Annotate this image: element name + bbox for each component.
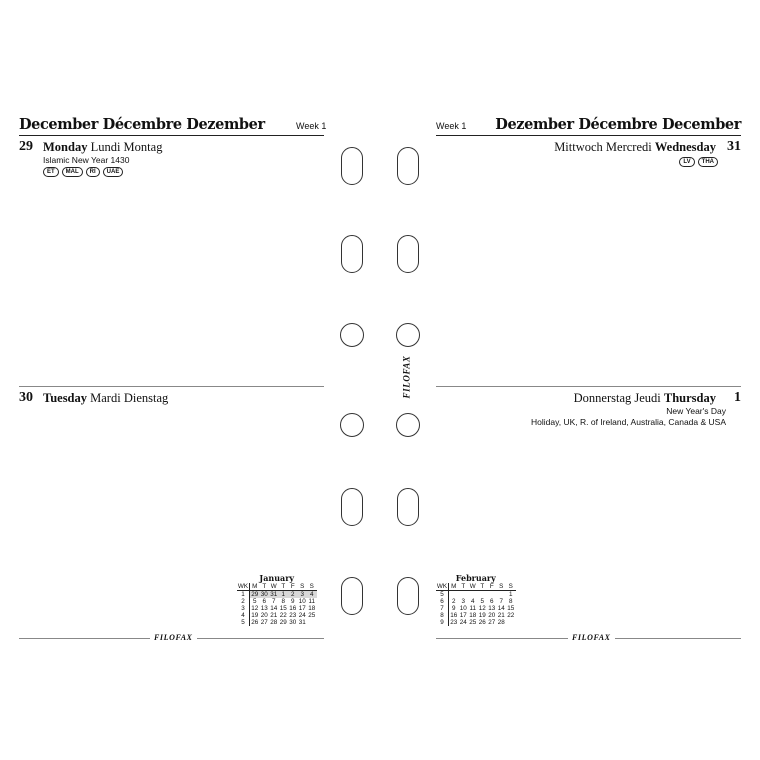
january-mini-calendar (237, 573, 317, 626)
mini-calendar-header-row (436, 583, 516, 591)
right-day2-names (574, 391, 716, 406)
country-badge: ET (43, 167, 59, 177)
right-day2-number: 1 (734, 390, 741, 405)
february-mini-calendar (436, 573, 516, 626)
weekday-header: T (260, 583, 270, 591)
right-day2-other-names: Donnerstag Jeudi (573, 391, 661, 405)
right-month-title: Dezember Décembre December (495, 116, 741, 133)
week-column-header: WK (237, 583, 249, 590)
calendar-day: 29 (251, 591, 259, 598)
week-number: 6 (436, 598, 449, 605)
right-day1-other-names: Mittwoch Mercredi (554, 140, 652, 154)
calendar-day: 14 (497, 605, 505, 612)
right-day-divider (436, 386, 741, 387)
mini-calendar-week-row (436, 612, 516, 619)
mini-calendar-grid (237, 583, 317, 626)
filofax-logo: FILOFAX (150, 633, 197, 642)
calendar-day: 16 (289, 605, 297, 612)
weekday-header: S (497, 583, 507, 591)
calendar-day: 6 (489, 598, 494, 605)
calendar-day: 5 (252, 598, 257, 605)
week-number: 7 (436, 605, 449, 612)
left-day2-bold-name: Tuesday (43, 391, 88, 405)
mini-calendar-week-row (237, 619, 317, 626)
mini-calendar-title: February (455, 573, 496, 583)
binder-hole (341, 577, 363, 615)
binder-hole (341, 488, 363, 526)
calendar-day: 30 (289, 619, 297, 626)
calendar-day: 19 (251, 612, 259, 619)
right-day1-names (554, 140, 716, 155)
calendar-day: 16 (450, 612, 458, 619)
calendar-day: 23 (450, 619, 458, 626)
mini-calendar-header-row (237, 583, 317, 591)
weekday-header: W (270, 583, 277, 590)
calendar-day: 13 (488, 605, 496, 612)
week-number: 5 (436, 591, 449, 599)
right-day1-bold-name: Wednesday (654, 140, 716, 154)
calendar-day: 14 (270, 605, 278, 612)
calendar-day: 28 (270, 619, 278, 626)
binder-hole (397, 235, 419, 273)
weekday-header: T (459, 583, 469, 591)
left-day1-other-names: Lundi Montag (90, 140, 163, 154)
calendar-day: 29 (279, 619, 287, 626)
calendar-day: 13 (260, 605, 268, 612)
calendar-day: 17 (459, 612, 467, 619)
binder-hole (340, 413, 364, 437)
right-day1-number: 31 (727, 139, 741, 154)
weekday-header: S (298, 583, 308, 591)
calendar-day (506, 619, 516, 626)
weekday-header: S (506, 583, 516, 591)
calendar-day: 6 (262, 598, 266, 605)
calendar-day: 12 (478, 605, 486, 612)
calendar-day: 25 (469, 619, 477, 626)
calendar-day: 1 (508, 591, 513, 598)
calendar-day: 26 (251, 619, 259, 626)
left-day1-bold-name: Monday (43, 140, 88, 154)
left-header-rule (19, 135, 324, 136)
calendar-day: 19 (478, 612, 486, 619)
week-number: 9 (436, 619, 449, 626)
calendar-day: 5 (480, 598, 484, 605)
calendar-day: 27 (488, 619, 496, 626)
mini-calendar-grid (436, 583, 516, 626)
left-page (0, 0, 330, 760)
binder-hole (397, 488, 419, 526)
mini-calendar-title: January (259, 573, 295, 583)
week-number: 8 (436, 612, 449, 619)
left-day1-note: Islamic New Year 1430 (43, 155, 130, 165)
calendar-day: 17 (298, 605, 306, 612)
calendar-day (449, 591, 459, 599)
mini-calendar-week-row (436, 619, 516, 626)
calendar-day: 26 (478, 619, 486, 626)
calendar-day: 21 (497, 612, 505, 619)
weekday-header: M (250, 583, 260, 591)
right-day2-note-holiday: New Year's Day (666, 406, 726, 416)
calendar-day: 18 (308, 605, 316, 612)
binder-hole (341, 235, 363, 273)
calendar-day: 30 (260, 591, 268, 598)
left-week-label: Week 1 (296, 121, 327, 131)
calendar-day: 15 (279, 605, 287, 612)
calendar-day: 2 (288, 591, 298, 599)
calendar-day: 21 (270, 612, 278, 619)
calendar-day: 27 (260, 619, 268, 626)
calendar-day: 22 (507, 612, 515, 619)
calendar-day: 8 (281, 598, 285, 605)
calendar-day: 2 (451, 598, 456, 605)
calendar-day: 31 (270, 591, 278, 598)
right-day2-bold-name: Thursday (663, 391, 716, 405)
week-number: 5 (237, 619, 250, 626)
week-number: 4 (237, 612, 250, 619)
calendar-day: 3 (298, 591, 308, 599)
mini-calendar-week-row (237, 591, 317, 599)
left-day-divider (19, 386, 324, 387)
calendar-day: 7 (271, 598, 276, 605)
country-badge: THA (698, 157, 718, 167)
calendar-day (459, 591, 469, 599)
calendar-day: 10 (298, 598, 306, 605)
weekday-header: T (478, 583, 488, 591)
mini-calendar-week-row (237, 612, 317, 619)
calendar-day: 9 (451, 605, 456, 612)
left-day1-names (43, 140, 162, 155)
right-header-rule (436, 135, 741, 136)
calendar-day: 31 (298, 619, 306, 626)
calendar-day: 4 (307, 591, 317, 599)
calendar-day: 23 (289, 612, 297, 619)
mini-calendar-week-row (237, 598, 317, 605)
week-number: 3 (237, 605, 250, 612)
right-day2-note-countries: Holiday, UK, R. of Ireland, Australia, Canada & USA (531, 417, 726, 427)
calendar-day: 24 (298, 612, 306, 619)
right-page (430, 0, 760, 760)
calendar-day: 22 (279, 612, 287, 619)
right-day1-badges (679, 157, 718, 167)
calendar-day: 25 (308, 612, 316, 619)
calendar-day: 9 (290, 598, 295, 605)
left-day2-number: 30 (19, 390, 33, 405)
calendar-day: 15 (507, 605, 515, 612)
calendar-day: 8 (508, 598, 513, 605)
mini-calendar-week-row (436, 591, 516, 599)
mini-calendar-week-row (436, 605, 516, 612)
calendar-day: 24 (459, 619, 467, 626)
calendar-day: 20 (260, 612, 268, 619)
calendar-day: 12 (251, 605, 259, 612)
mini-calendar-week-row (436, 598, 516, 605)
binder-hole (397, 577, 419, 615)
country-badge: RI (86, 167, 100, 177)
calendar-day: 7 (499, 598, 503, 605)
left-month-title: December Décembre Dezember (19, 116, 265, 133)
spine-filofax-logo: FILOFAX (401, 355, 412, 399)
weekday-header: S (307, 583, 317, 591)
binder-hole (340, 323, 364, 347)
binder-hole (396, 413, 420, 437)
calendar-day: 4 (470, 598, 475, 605)
left-day1-badges (43, 167, 123, 177)
country-badge: MAL (62, 167, 83, 177)
calendar-day (468, 591, 478, 599)
calendar-day: 18 (469, 612, 477, 619)
calendar-day: 20 (488, 612, 496, 619)
calendar-day: 10 (459, 605, 467, 612)
country-badge: UAE (103, 167, 124, 177)
weekday-header: F (288, 583, 298, 591)
calendar-day: 3 (461, 598, 465, 605)
binder-hole (397, 147, 419, 185)
left-day2-names (43, 391, 168, 406)
country-badge: LV (679, 157, 694, 167)
calendar-day (307, 619, 317, 626)
weekday-header: M (449, 583, 459, 591)
mini-calendar-week-row (237, 605, 317, 612)
calendar-day (478, 591, 488, 599)
binder-hole (396, 323, 420, 347)
week-number: 1 (237, 591, 250, 599)
weekday-header: F (487, 583, 497, 591)
left-day1-number: 29 (19, 139, 33, 154)
calendar-day: 1 (279, 591, 289, 599)
binder-hole (341, 147, 363, 185)
calendar-day: 11 (469, 605, 477, 612)
weekday-header: W (469, 583, 476, 590)
filofax-logo: FILOFAX (568, 633, 615, 642)
calendar-day: 28 (497, 619, 505, 626)
week-column-header: WK (436, 583, 448, 590)
right-week-label: Week 1 (436, 121, 467, 131)
week-number: 2 (237, 598, 250, 605)
calendar-day (487, 591, 497, 599)
calendar-day: 11 (308, 598, 316, 605)
weekday-header: T (279, 583, 289, 591)
left-day2-other-names: Mardi Dienstag (90, 391, 169, 405)
calendar-day (497, 591, 507, 599)
